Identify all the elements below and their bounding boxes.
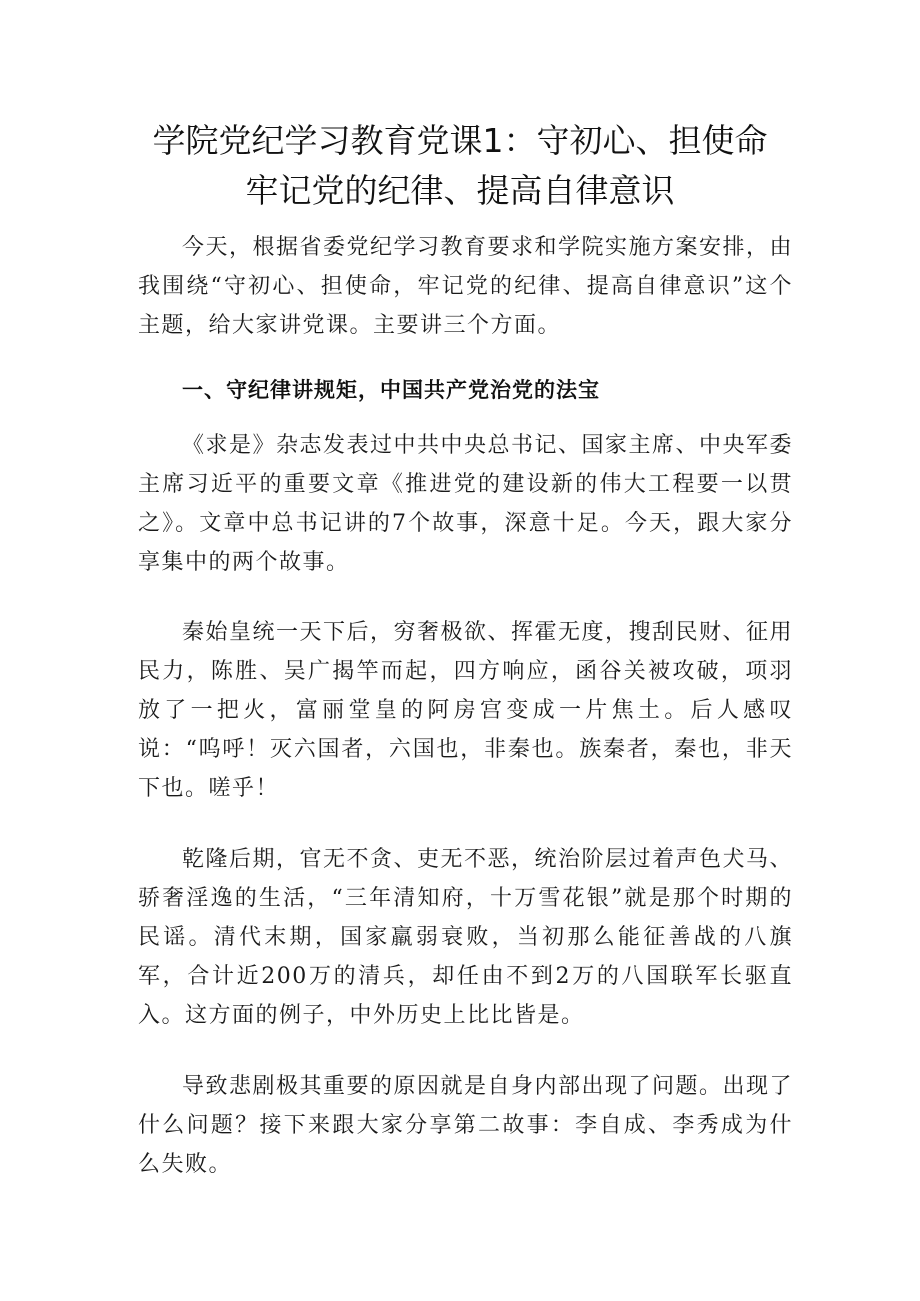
body-paragraph: 乾隆后期，官无不贪、吏无不恶，统治阶层过着声色犬马、骄奢淫逸的生活，“三年清知府，十万雪花银”就是那个时期的民谣。清代末期，国家羸弱衰败，当初那么能征善战的八旗军，合计近200万的清兵，却任由不到2万的八国联军长驱直入。这方面的例子，中外历史上比比皆是。 — [138, 847, 794, 1028]
section-heading-1: 一、守纪律讲规矩，中国共产党治党的法宝 — [182, 378, 600, 402]
document-title-line-2: 牢记党的纪律、提高自律意识 — [245, 171, 675, 210]
body-paragraph: 导致悲剧极其重要的原因就是自身内部出现了问题。出现了什么问题？接下来跟大家分享第二故事：李自成、李秀成为什么失败。 — [138, 1074, 794, 1177]
body-paragraph: 秦始皇统一天下后，穷奢极欲、挥霍无度，搜刮民财、征用民力，陈胜、吴广揭竿而起，四方响应，函谷关被攻破，项羽放了一把火，富丽堂皇的阿房宫变成一片焦土。后人感叹说：“呜呼！灭六国者，六国也，非秦也。族秦者，秦也，非天下也。嗟乎！ — [138, 620, 794, 801]
body-paragraph: 《求是》杂志发表过中共中央总书记、国家主席、中央军委主席习近平的重要文章《推进党的建设新的伟大工程要一以贯之》。文章中总书记讲的7个故事，深意十足。今天，跟大家分享集中的两个故事。 — [138, 433, 794, 575]
intro-paragraph: 今天，根据省委党纪学习教育要求和学院实施方案安排，由我围绕“守初心、担使命，牢记党的纪律、提高自律意识”这个主题，给大家讲党课。主要讲三个方面。 — [138, 235, 794, 338]
document-title-line-1: 学院党纪学习教育党课1：守初心、担使命 — [152, 121, 768, 160]
